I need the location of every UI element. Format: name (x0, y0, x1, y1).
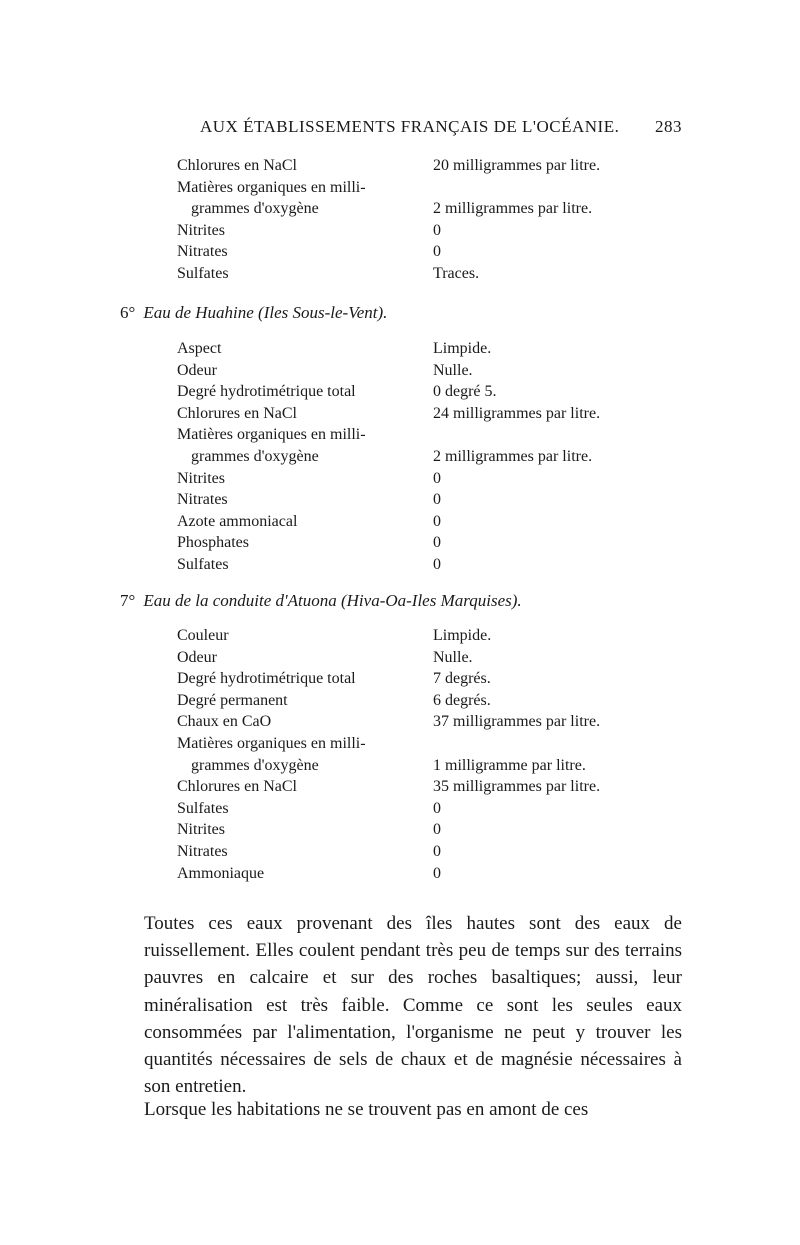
table-row: Chlorures en NaCl . . . 24 milligrammes par litre. (177, 403, 657, 425)
table-row: Chlorures en NaCl . . . 20 milligrammes par litre. (177, 155, 657, 177)
table-row: Degré hydrotimétrique total . . . 7 degrés. (177, 668, 657, 690)
body-paragraph: Lorsque les habitations ne se trouvent pas en amont de ces (144, 1099, 589, 1120)
analysis-table-huahine (177, 338, 657, 576)
table-row: Chlorures en NaCl . . . 35 milligrammes par litre. (177, 776, 657, 798)
table-row: grammes d'oxygène . . . 1 milligramme par litre. (177, 755, 657, 777)
table-row: grammes d'oxygène . . . 2 milligrammes par litre. (177, 446, 657, 468)
table-row: Matières organiques en milli- (177, 178, 366, 196)
table-row: Nitrites . . . 0 (177, 819, 657, 841)
body-paragraph: Toutes ces eaux provenant des îles hautes sont des eaux de ruissellement. Elles coulent pendant très peu de temps sur des terrains pauvres en calcaire et sur des roches basaltiques; aussi, leur minéralisation est très faible. Comme ce sont les seules eaux consommées par l'alimentation, l'organisme ne peut y trouver les quantités nécessaires de sels de chaux et de magnésie nécessaires à son entretien. (144, 913, 682, 1098)
page-header (175, 117, 682, 141)
table-row: Matières organiques en milli- (177, 734, 366, 752)
table-row: Sulfates . . . 0 (177, 798, 657, 820)
table-row: Nitrites . . . 0 (177, 468, 657, 490)
table-row: Nitrates . . . 0 (177, 241, 657, 263)
table-row: Odeur . . . Nulle. (177, 647, 657, 669)
table-row: Sulfates . . . Traces. (177, 263, 657, 285)
page-number: 283 (655, 117, 682, 136)
running-title: AUX ÉTABLISSEMENTS FRANÇAIS DE L'OCÉANIE. (200, 117, 620, 136)
table-row: grammes d'oxygène . . . 2 milligrammes par litre. (177, 198, 657, 220)
analysis-table-atuona (177, 625, 657, 884)
table-row: Nitrites . . . 0 (177, 220, 657, 242)
table-row: Nitrates . . . 0 (177, 489, 657, 511)
table-row: Azote ammoniacal . . . 0 (177, 511, 657, 533)
table-row: Matières organiques en milli- (177, 426, 366, 444)
table-row: Aspect . . . Limpide. (177, 338, 657, 360)
section-6-title: 6° Eau de Huahine (Iles Sous-le-Vent). (120, 303, 388, 322)
table-row: Degré permanent . . . 6 degrés. (177, 690, 657, 712)
table-row: Odeur . . . Nulle. (177, 360, 657, 382)
table-row: Couleur . . . Limpide. (177, 625, 657, 647)
table-row: Nitrates . . . 0 (177, 841, 657, 863)
table-row: Sulfates . . . 0 (177, 554, 657, 576)
table-row: Phosphates . . . 0 (177, 532, 657, 554)
table-row: Degré hydrotimétrique total . . . 0 degré 5. (177, 381, 657, 403)
section-7-title: 7° Eau de la conduite d'Atuona (Hiva-Oa-Iles Marquises). (120, 591, 522, 610)
table-row: Ammoniaque . . . 0 (177, 863, 657, 885)
table-row: Chaux en CaO . . . 37 milligrammes par litre. (177, 711, 657, 733)
analysis-table-continued (177, 155, 657, 285)
